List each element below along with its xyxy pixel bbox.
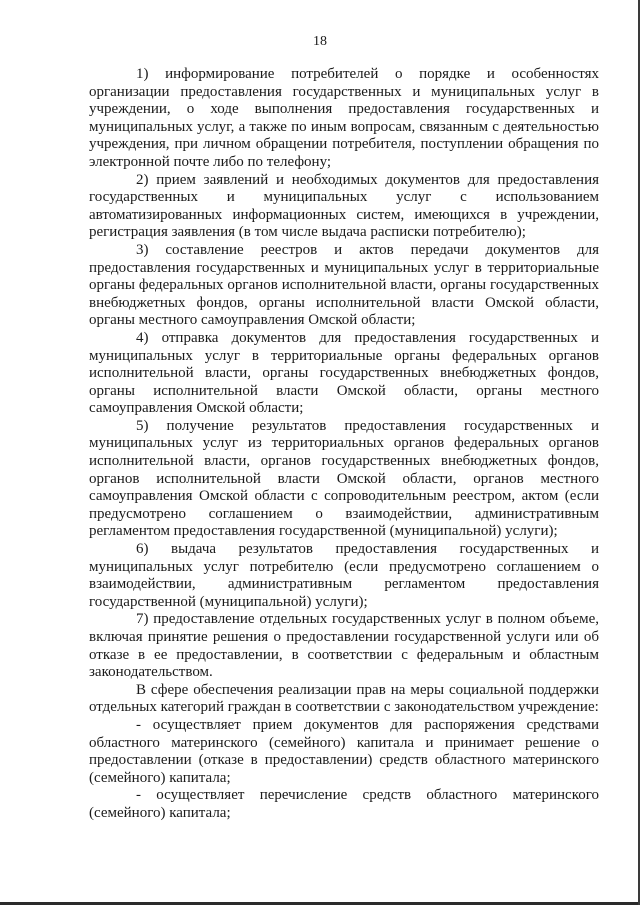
page-number: 18 [313,34,327,49]
paragraph-item-1: 1) информирование потребителей о порядке и особенностях организации предоставления государственных и муниципальных услуг в учреждении, о ходе выполнения предоставления государственных и муниципальных услуг, а также по иным вопросам, связанным с деятельностью учреждения, при личном обращении потребителя, поступлении обращения по электронной почте либо по телефону; [89,66,599,170]
paragraph-social-support-intro: В сфере обеспечения реализации прав на меры социальной поддержки отдельных категорий граждан в соответствии с законодательством учреждение: [89,681,599,716]
document-body [89,66,599,823]
paragraph-dash-item-1: - осуществляет прием документов для распоряжения средствами областного материнского (семейного) капитала и принимает решение о предоставлении (отказе в предоставлении) средств областного материнского (семейного) капитала; [89,716,599,786]
paragraph-item-7: 7) предоставление отдельных государственных услуг в полном объеме, включая принятие решения о предоставлении государственной услуги или об отказе в ее предоставлении, в соответствии с федеральным и областным законодательством. [89,611,599,681]
paragraph-dash-item-2: - осуществляет перечисление средств областного материнского (семейного) капитала; [89,787,599,821]
paragraph-item-6: 6) выдача результатов предоставления государственных и муниципальных услуг потребителю (если предусмотрено соглашением о взаимодействии, административным регламентом предоставления государственной (муниципальной) услуги); [89,541,599,610]
paragraph-item-5: 5) получение результатов предоставления государственных и муниципальных услуг из территориальных органов федеральных органов исполнительной власти, органов государственных внебюджетных фондов, органов исполнительной власти Омской области, органов местного самоуправления Омской области с сопроводительным реестром, актом (если предусмотрено соглашением о взаимодействии, административным регламентом предоставления государственной (муниципальной) услуги); [89,417,599,540]
paragraph-item-3: 3) составление реестров и актов передачи документов для предоставления государственных и муниципальных услуг в территориальные органы федеральных органов исполнительной власти, органы государственных внебюджетных фондов, органы исполнительной власти Омской области, органы местного самоуправления Омской области; [89,241,599,329]
paragraph-item-2: 2) прием заявлений и необходимых документов для предоставления государственных и муниципальных услуг с использованием автоматизированных информационных систем, имеющихся в учреждении, регистрация заявления (в том числе выдача расписки потребителю); [89,171,599,241]
paragraph-item-4: 4) отправка документов для предоставления государственных и муниципальных услуг в территориальные органы федеральных органов исполнительной власти, органы государственных внебюджетных фондов, органы исполнительной власти Омской области, органы местного самоуправления Омской области; [89,329,599,417]
